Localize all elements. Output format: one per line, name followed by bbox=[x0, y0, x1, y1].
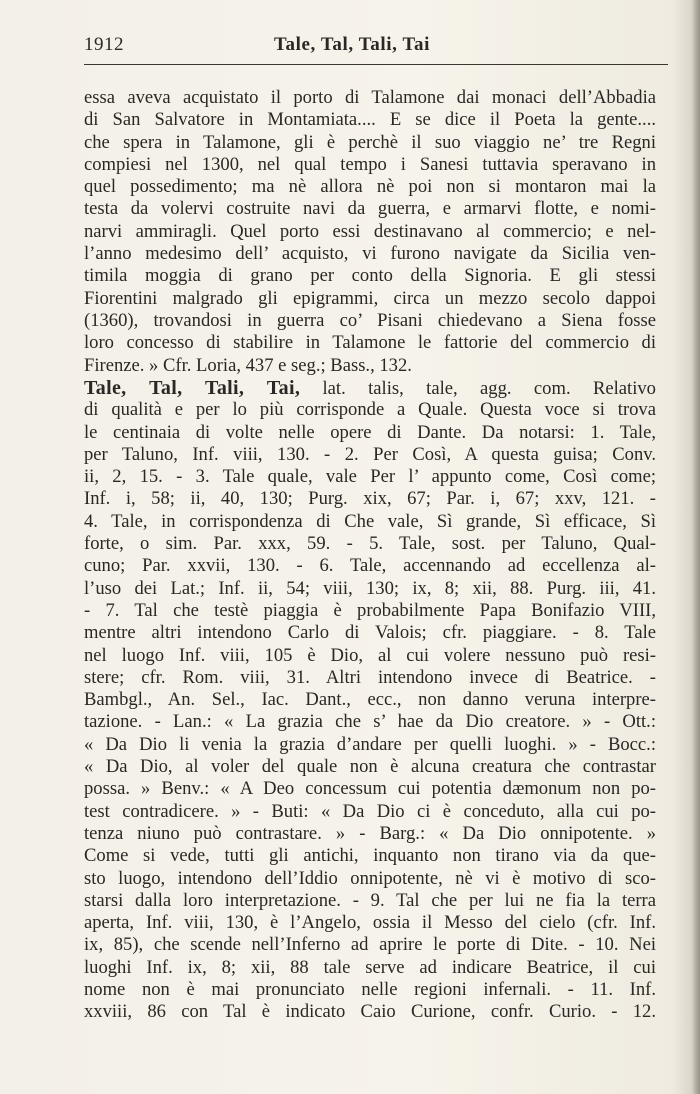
text-line: xxviii, 86 con Tal è indicato Caio Curione, confr. Curio. - 12. bbox=[84, 1001, 656, 1023]
text-line: starsi dalla loro interpretazione. - 9. Tal che per lui ne fia la terra bbox=[84, 889, 656, 911]
page-number: 1912 bbox=[84, 34, 124, 55]
text-line: lat. talis, tale, agg. com. Relativo bbox=[300, 378, 656, 399]
text-line: Fiorentini malgrado gli epigrammi, circa un mezzo secolo dappoi bbox=[84, 287, 656, 309]
text-line: testa da volervi costruite navi da guerra, e armarvi flotte, e nomi- bbox=[84, 198, 656, 220]
entry-first-line bbox=[84, 377, 656, 399]
text-line: nel luogo Inf. viii, 105 è Dio, al cui volere nessuno può resi- bbox=[84, 644, 656, 666]
text-line: l’uso dei Lat.; Inf. ii, 54; viii, 130; ix, 8; xii, 88. Purg. iii, 41. bbox=[84, 577, 656, 599]
entry-lemma: Tale, Tal, Tali, Tai, bbox=[84, 377, 301, 399]
text-line: tenza niuno può contrastare. » - Barg.: « Da Dio onnipotente. » bbox=[84, 822, 656, 844]
text-line: nome non è mai pronunciato nelle regioni infernali. - 11. Inf. bbox=[84, 979, 656, 1001]
text-line: Inf. i, 58; ii, 40, 130; Purg. xix, 67; Par. i, 67; xxv, 121. - bbox=[84, 488, 656, 510]
text-line: le centinaia di volte nelle opere di Dante. Da notarsi: 1. Tale, bbox=[84, 421, 656, 443]
text-line: quel possedimento; ma nè allora nè poi non si montaron mai la bbox=[84, 176, 656, 198]
text-line: luoghi Inf. ix, 8; xii, 88 tale serve ad indicare Beatrice, il cui bbox=[84, 956, 656, 978]
text-line: l’anno medesimo dell’ acquisto, vi furono navigate da Sicilia ven- bbox=[84, 243, 656, 265]
text-line: di San Salvatore in Montamiata.... E se dice il Poeta la gente.... bbox=[84, 109, 656, 131]
paragraph-continuation bbox=[84, 87, 656, 377]
text-line: sto luogo, intendono dell’Iddio onnipotente, nè vi è motivo di sco- bbox=[84, 867, 656, 889]
dictionary-entry bbox=[84, 377, 656, 1024]
text-line: ii, 2, 15. - 3. Tale quale, vale Per l’ appunto come, Così come; bbox=[84, 466, 656, 488]
text-line: possa. » Benv.: « A Deo concessum cui potentia dæmonum non po- bbox=[84, 778, 656, 800]
page-header bbox=[84, 34, 668, 64]
page-edge-shadow bbox=[691, 0, 700, 1094]
text-line: ix, 85), che scende nell’Inferno ad aprire le porte di Dite. - 10. Nei bbox=[84, 934, 656, 956]
text-line: stere; cfr. Rom. viii, 31. Altri intendono invece di Beatrice. - bbox=[84, 666, 656, 688]
text-line: 4. Tale, in corrispondenza di Che vale, Sì grande, Sì efficace, Sì bbox=[84, 510, 656, 532]
text-line: tazione. - Lan.: « La grazia che s’ hae da Dio creatore. » - Ott.: bbox=[84, 711, 656, 733]
text-line: narvi ammiragli. Quel porto essi destinavano al commercio; e nel- bbox=[84, 220, 656, 242]
text-line: aperta, Inf. viii, 130, è l’Angelo, ossia il Messo del cielo (cfr. Inf. bbox=[84, 912, 656, 934]
text-line: timila moggia di grano per conto della Signoria. E gli stessi bbox=[84, 265, 656, 287]
text-line: mentre altri intendono Carlo di Valois; cfr. piaggiare. - 8. Tale bbox=[84, 622, 656, 644]
text-line: essa aveva acquistato il porto di Talamone dai monaci dell’Abbadia bbox=[84, 87, 656, 108]
text-line: forte, o sim. Par. xxx, 59. - 5. Tale, sost. per Taluno, Qual- bbox=[84, 533, 656, 555]
header-rule bbox=[84, 64, 668, 65]
text-line: (1360), trovandosi in guerra co’ Pisani chiedevano a Siena fosse bbox=[84, 309, 656, 331]
text-line: di qualità e per lo più corrisponde a Quale. Questa voce si trova bbox=[84, 399, 656, 421]
text-line: compiesi nel 1300, nel qual tempo i Sanesi tuttavia speravano in bbox=[84, 153, 656, 175]
text-line: per Taluno, Inf. viii, 130. - 2. Per Così, A questa guisa; Conv. bbox=[84, 443, 656, 465]
text-line: che spera in Talamone, gli è perchè il suo viaggio ne’ tre Regni bbox=[84, 131, 656, 153]
running-head: Tale, Tal, Tali, Tai bbox=[274, 34, 431, 55]
text-line: - 7. Tal che testè piaggia è probabilmente Papa Bonifazio VIII, bbox=[84, 599, 656, 621]
text-line: « Da Dio li venia la grazia d’andare per quelli luoghi. » - Bocc.: bbox=[84, 733, 656, 755]
text-line: Firenze. » Cfr. Loria, 437 e seg.; Bass., 132. bbox=[84, 354, 412, 376]
text-line: « Da Dio, al voler del quale non è alcuna creatura che contrastar bbox=[84, 756, 656, 778]
text-line: Bambgl., An. Sel., Iac. Dant., ecc., non danno veruna interpre- bbox=[84, 689, 656, 711]
text-line: cuno; Par. xxvii, 130. - 6. Tale, accennando ad eccellenza al- bbox=[84, 555, 656, 577]
text-line: test contradicere. » - Buti: « Da Dio ci è conceduto, alla cui po- bbox=[84, 800, 656, 822]
text-line: Come si vede, tutti gli antichi, inquanto non tirano via da que- bbox=[84, 845, 656, 867]
text-line: loro concesso di stabilire in Talamone le fattorie del commercio di bbox=[84, 332, 656, 354]
